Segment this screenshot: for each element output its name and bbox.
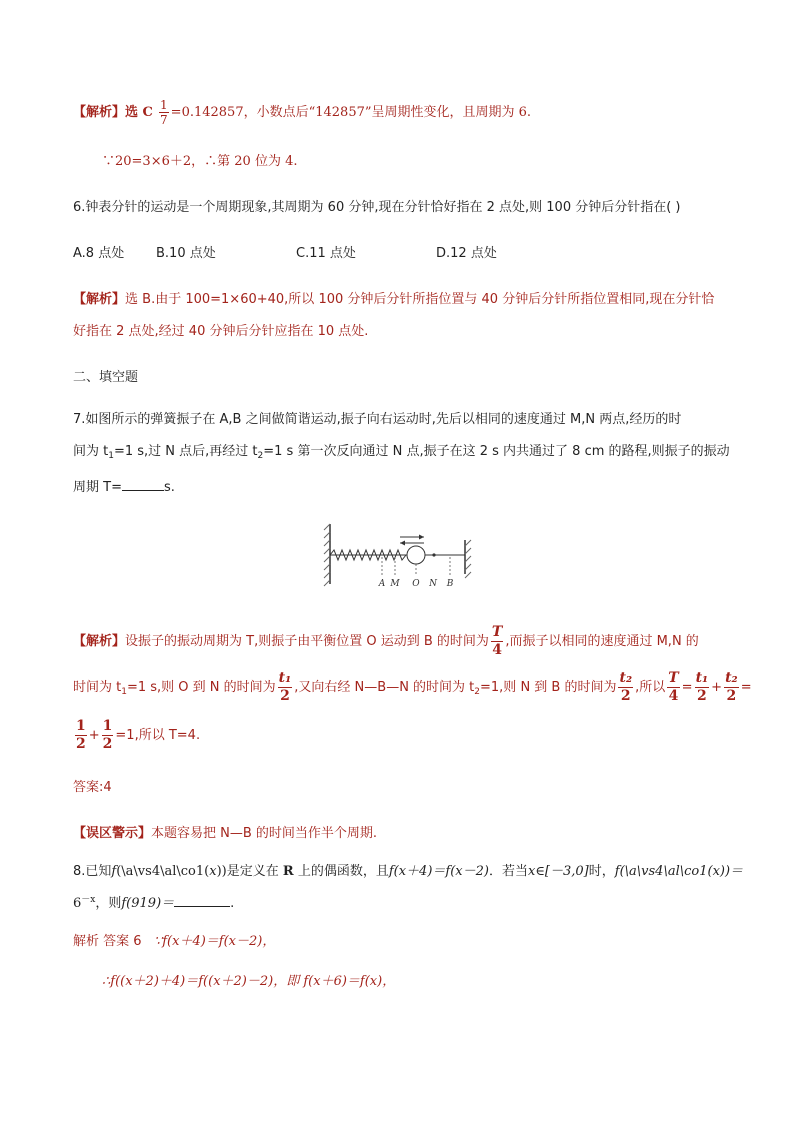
fraction-t-over-4 [491, 624, 503, 659]
q7-text: s. [163, 480, 175, 495]
fraction-t1-over-2 [695, 670, 710, 705]
q7-text: 周期 T= [73, 480, 122, 495]
q8-text: ，则 [95, 896, 122, 911]
subscript: 2 [474, 687, 481, 697]
q8-text: f(x＋4)＝f(x－2) [388, 864, 489, 879]
fraction-t1-over-2 [278, 670, 293, 705]
q8-stem-line1 [73, 862, 743, 882]
q7-text: =1 s 第一次反向通过 N 点,振子在这 2 s 内共通过了 8 cm 的路程,则振子的振动 [263, 444, 730, 459]
spring-oscillator-figure [320, 520, 480, 592]
analysis-tag: 【解析】 [73, 105, 126, 120]
q7-warning [73, 824, 377, 844]
label-b: B [446, 579, 454, 589]
denominator: 2 [280, 688, 290, 704]
q6-option-b: B.10 点处 [156, 246, 216, 261]
answer-blank[interactable] [122, 476, 164, 491]
q7-text: 间为 t [73, 444, 109, 459]
warning-tag: 【误区警示】 [73, 826, 152, 841]
denominator: 2 [696, 688, 707, 704]
numerator: T [491, 624, 503, 640]
fraction-t2-over-2 [724, 670, 739, 705]
q8-text: 8.已知 [73, 864, 112, 879]
q8-text: . [230, 896, 235, 911]
q8-text: ))是定义在 [216, 864, 279, 879]
q8-text: f(\a\vs4\al\co1(x))＝ [614, 864, 744, 879]
denominator: 2 [726, 688, 737, 704]
fraction-t2-over-2 [618, 670, 633, 705]
q8-text: R [282, 864, 294, 879]
q7-stem-line3 [73, 476, 175, 498]
q7-analysis-text: =1 s,则 O 到 N 的时间为 [126, 680, 276, 695]
subscript: 2 [257, 451, 264, 461]
section-header-fill-in: 二、填空题 [73, 370, 139, 385]
fraction-numerator: 1 [160, 98, 168, 112]
q8-text: f [111, 864, 117, 879]
numerator: t₂ [619, 670, 633, 686]
q8-solution-line2: ∴f((x＋2)＋4)＝f((x＋2)－2)，即 f(x＋6)＝f(x)， [102, 974, 396, 989]
q8-stem-line2 [73, 890, 234, 914]
q8-text: f(919)＝ [121, 896, 175, 911]
q7-stem-line1: 7.如图所示的弹簧振子在 A,B 之间做简谐运动,振子向右运动时,先后以相同的速度通过 M,N 两点,经历的时 [73, 412, 682, 427]
q8-text: (\a\vs4\al\co1( [116, 864, 210, 879]
numerator: t₂ [725, 670, 738, 686]
fraction-denominator: 7 [160, 113, 168, 127]
denominator: 2 [76, 736, 86, 752]
q8-text: 6 [73, 896, 82, 911]
q6-stem: 6.钟表分针的运动是一个周期现象,其周期为 60 分钟,现在分针恰好指在 2 点处,则 100 分钟后分针指在( ) [73, 200, 681, 215]
numerator: t₁ [695, 670, 709, 686]
q6-option-d: D.12 点处 [436, 246, 497, 261]
warning-text: 本题容易把 N—B 的时间当作半个周期. [151, 826, 378, 841]
q7-analysis-line3 [73, 718, 200, 753]
q6-analysis-line1 [73, 290, 714, 310]
fraction-one-half [102, 718, 114, 753]
denominator: 4 [492, 642, 502, 658]
q7-analysis-text: ,而振子以相同的速度通过 M,N 的 [505, 634, 699, 649]
solution-line: ∵f(x＋4)＝f(x－2)， [153, 934, 276, 949]
fraction-one-half [75, 718, 87, 753]
q5-analysis-text: =0.142857，小数点后“142857”呈周期性变化，且周期为 6. [170, 105, 532, 120]
equals-sign: = [681, 680, 693, 695]
q8-solution-head [73, 932, 275, 952]
denominator: 4 [668, 688, 679, 704]
numerator: 1 [76, 718, 86, 734]
fraction-one-seventh [159, 98, 169, 127]
fraction-t-over-4 [667, 670, 679, 705]
plus-sign: + [88, 728, 100, 743]
numerator: T [668, 670, 679, 686]
q7-analysis-line2 [73, 670, 752, 709]
q6-analysis-text1: 选 B.由于 100=1×60+40,所以 100 分钟后分针所指位置与 40 分钟后分针所指位置相同,现在分针恰 [125, 292, 715, 307]
q8-text: x [209, 864, 217, 879]
analysis-tag: 【解析】 [73, 634, 126, 649]
numerator: t₁ [278, 670, 292, 686]
analysis-tag: 【解析】 [73, 292, 126, 307]
q6-analysis-line2: 好指在 2 点处,经过 40 分钟后分针应指在 10 点处. [73, 324, 369, 339]
answer-blank[interactable] [174, 892, 230, 907]
q7-analysis-text: 时间为 t [73, 680, 122, 695]
q5-analysis-line2: ∵20=3×6＋2，∴第 20 位为 4. [102, 154, 298, 169]
label-o: O [412, 579, 420, 589]
q7-analysis-text: 设振子的振动周期为 T,则振子由平衡位置 O 运动到 B 的时间为 [125, 634, 489, 649]
q6-option-a: A.8 点处 [73, 246, 125, 261]
solution-head: 解析 答案 6 [73, 934, 142, 949]
q7-text: =1 s,过 N 点后,再经过 t [113, 444, 258, 459]
q7-answer: 答案:4 [73, 780, 112, 795]
q5-analysis-line1 [73, 98, 531, 127]
q8-text: x∈[－3,0] [527, 864, 589, 879]
superscript: －x [81, 895, 96, 905]
q7-analysis-text: =1,则 N 到 B 的时间为 [480, 680, 617, 695]
q7-analysis-text: ,又向右经 N—B—N 的时间为 t [294, 680, 475, 695]
q8-text: ．若当 [488, 864, 528, 879]
label-a: A [378, 579, 386, 589]
equals-sign: = [740, 680, 752, 695]
q7-stem-line2 [73, 442, 730, 466]
label-n: N [429, 579, 437, 589]
subscript: 1 [121, 687, 127, 697]
q6-option-c: C.11 点处 [296, 246, 356, 261]
subscript: 1 [108, 451, 114, 461]
q8-text: 上的偶函数，且 [297, 864, 389, 879]
numerator: 1 [102, 718, 113, 734]
q8-text: 时， [588, 864, 615, 879]
label-m: M [390, 579, 400, 589]
q7-analysis-text: =1,所以 T=4. [115, 728, 201, 743]
q7-analysis-line1 [73, 624, 699, 659]
answer-choice: 选 C [125, 105, 153, 120]
denominator: 2 [102, 736, 113, 752]
denominator: 2 [620, 688, 631, 704]
plus-sign: + [711, 680, 723, 695]
q7-analysis-text: ,所以 [635, 680, 666, 695]
